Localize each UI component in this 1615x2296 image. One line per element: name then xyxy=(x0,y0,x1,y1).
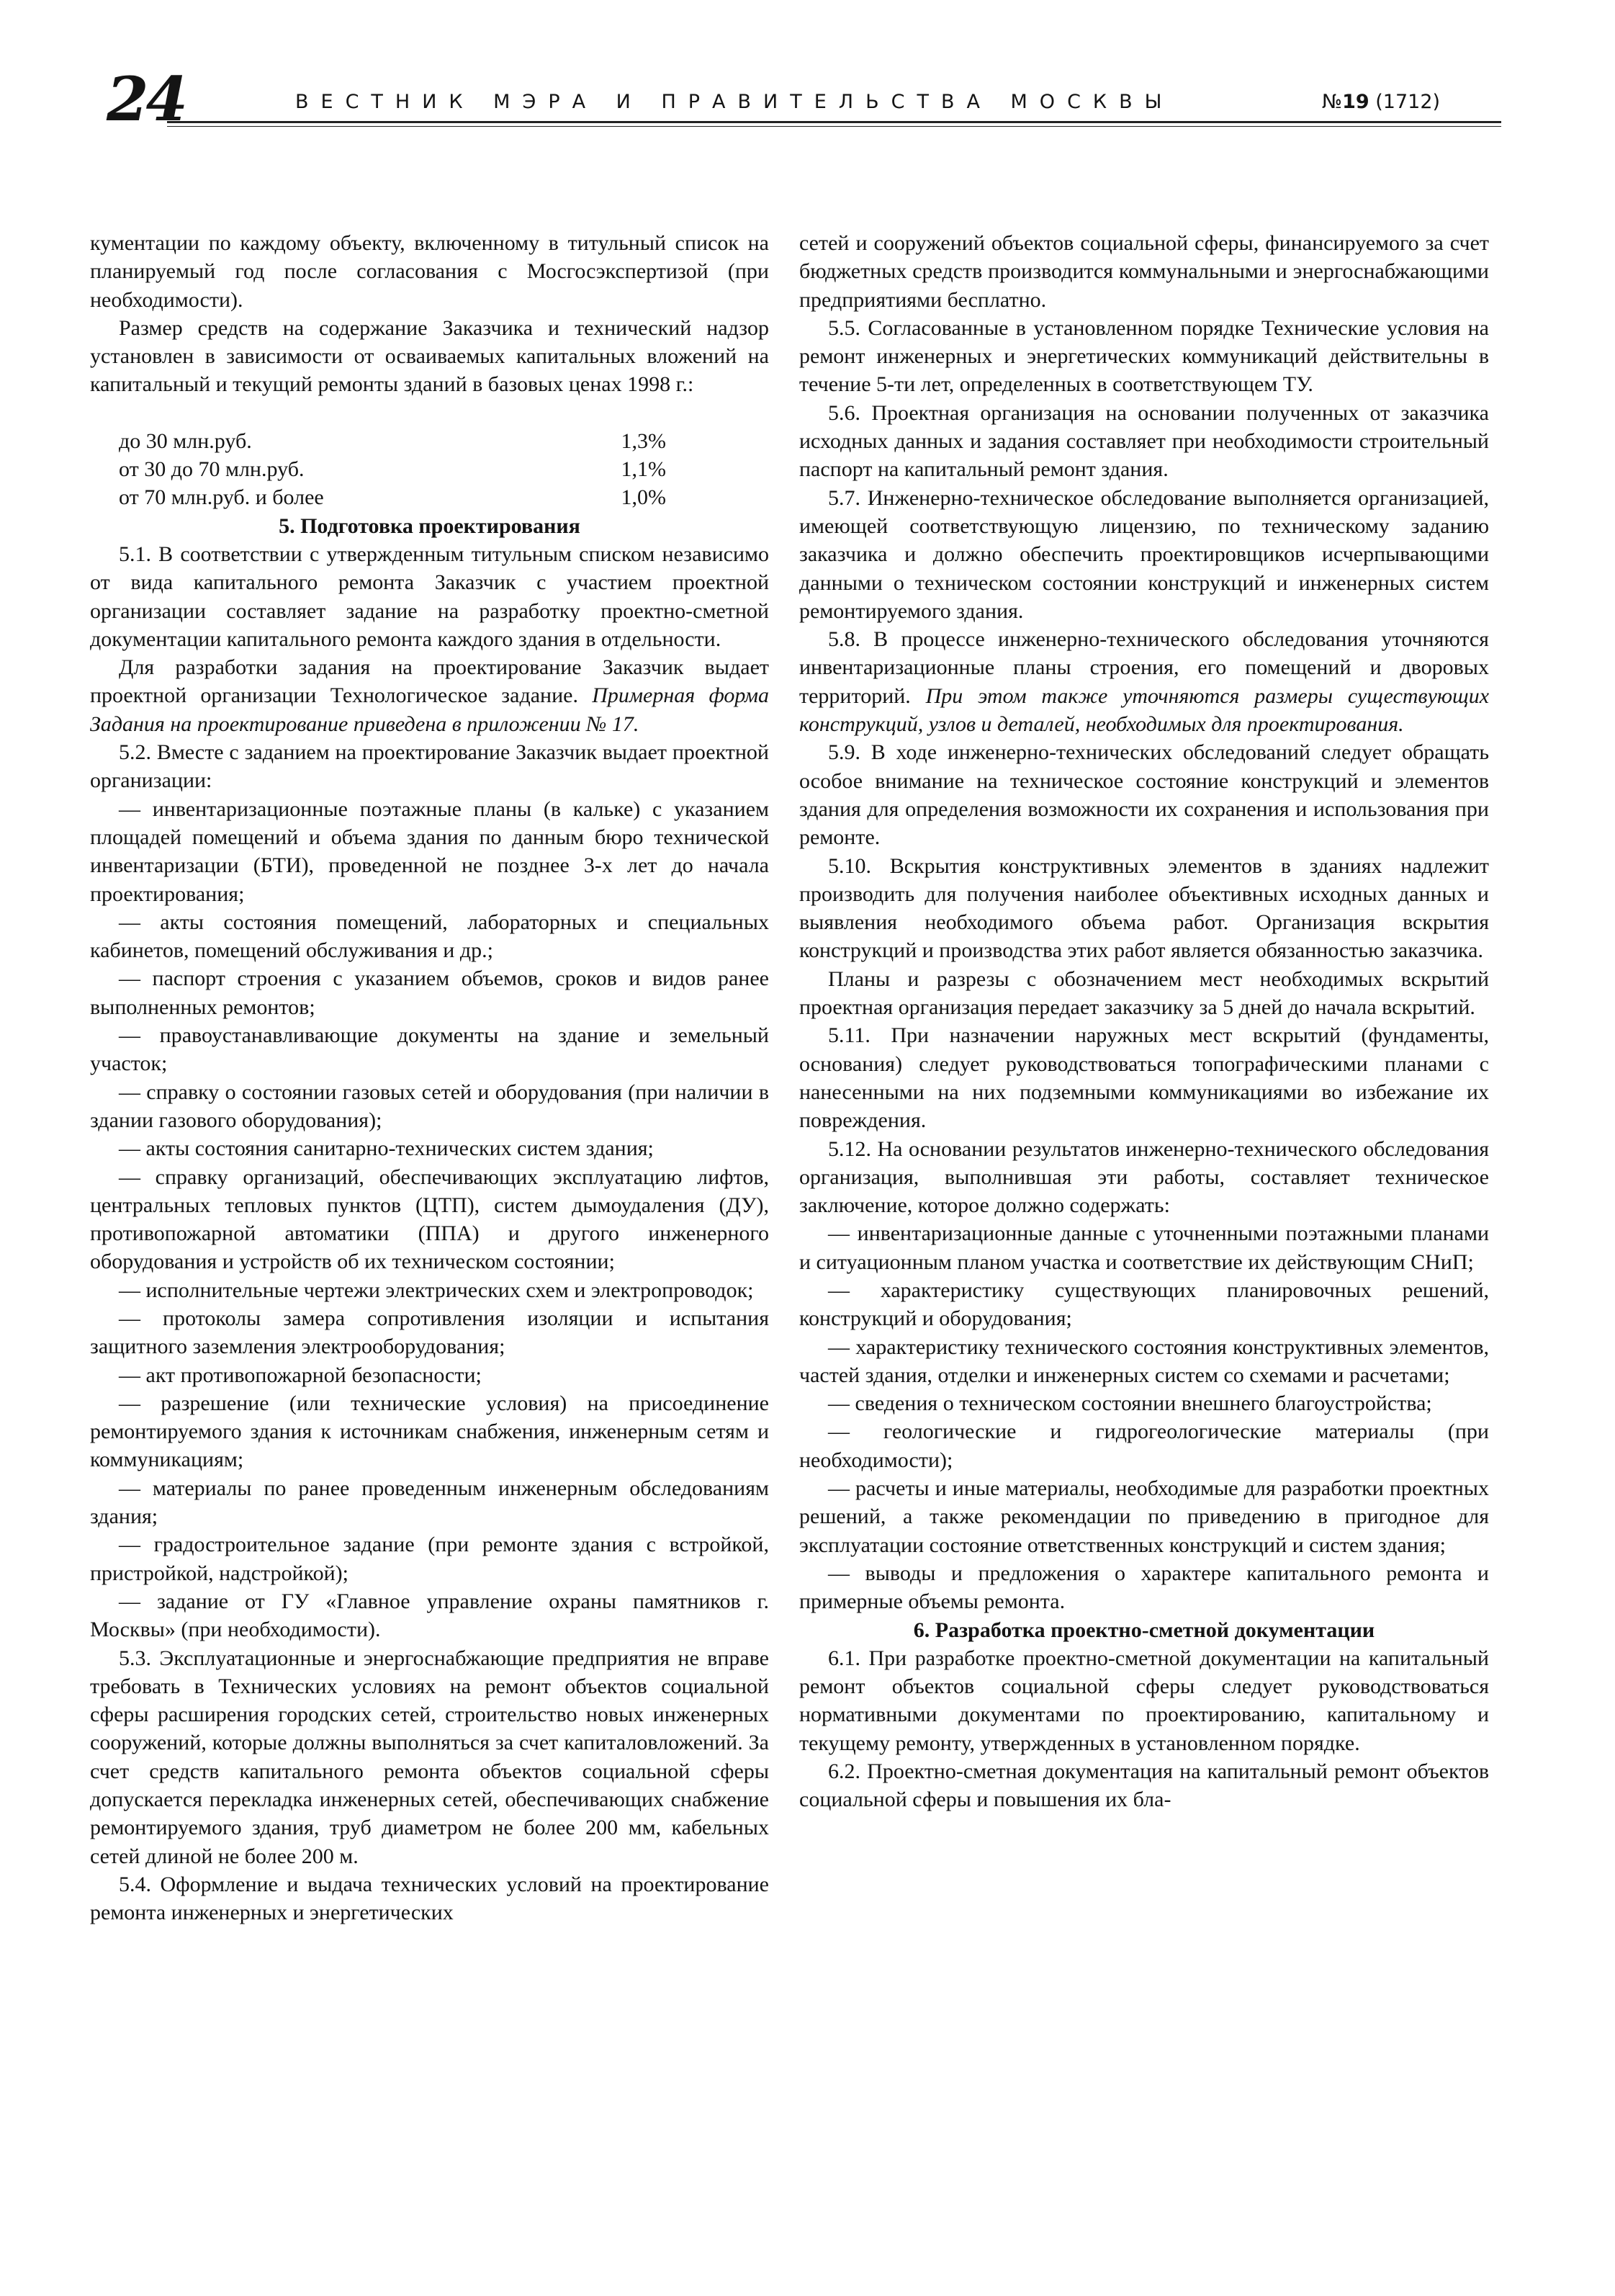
issue-total: (1712) xyxy=(1375,91,1441,113)
left-column xyxy=(90,229,769,1927)
list-item: — исполнительные чертежи электрических схем и электропроводок; xyxy=(119,1278,754,1302)
rate-label: от 30 до 70 млн.руб. xyxy=(119,457,305,482)
rate-row xyxy=(90,483,769,511)
paragraph: кументации по каждому объекту, включенному в титульный список на планируемый год после согласования с Мосгосэкспертизой (при необходимости). xyxy=(90,231,769,312)
paragraph: Планы и разрезы с обозначением мест необходимых вскрытий проектная организация передает заказчику за 5 дней до начала вскрытий. xyxy=(799,967,1489,1020)
paragraph: Размер средств на содержание Заказчика и технический надзор установлен в зависимости от осваиваемых капитальных вложений на капитальный и текущий ремонты зданий в базовых ценах 1998 г.: xyxy=(90,315,769,397)
paragraph: 6.1. При разработке проектно-сметной документации на капитальный ремонт объектов социальной сферы следует руководствоваться нормативными документами по проектированию, капитальному и текущему ремонту, утвержденных в установленном порядке. xyxy=(799,1646,1489,1755)
paragraph: 5.9. В ходе инженерно-технических обследований следует обращать особое внимание на техническое состояние конструкций и элементов здания для определения возможности их сохранения и использования при ремонте. xyxy=(799,740,1489,850)
paragraph: 5.12. На основании результатов инженерно-технического обследования организация, выполнившая эти работы, составляет техническое заключение, которое должно содержать: xyxy=(799,1136,1489,1218)
list-item: — акт противопожарной безопасности; xyxy=(119,1363,482,1387)
paragraph: 5.4. Оформление и выдача технических условий на проектирование ремонта инженерных и энергетических xyxy=(90,1872,769,1925)
list-item: — характеристику технического состояния конструктивных элементов, частей здания, отделки и инженерных систем со схемами и расчетами; xyxy=(799,1335,1489,1387)
list-item: — акты состояния санитарно-технических систем здания; xyxy=(119,1136,654,1161)
paragraph: 5.10. Вскрытия конструктивных элементов в зданиях надлежит производить для получения наиболее объективных исходных данных и выявления необходимого объема работ. Организация вскрытия конструкций и производства этих работ является обязанностью заказчика. xyxy=(799,853,1489,963)
list-item: — инвентаризационные поэтажные планы (в кальке) с указанием площадей помещений и объема здания по данным бюро технической инвентаризации (БТИ), проведенной не позднее 3-х лет до начала проектирования; xyxy=(90,797,769,906)
issue-number-value: 19 xyxy=(1342,91,1369,113)
section-heading: 5. Подготовка проектирования xyxy=(279,514,580,538)
rate-value: 1,0% xyxy=(621,485,666,510)
list-item: — акты состояния помещений, лабораторных и специальных кабинетов, помещений обслуживания и др.; xyxy=(90,910,769,963)
list-item: — задание от ГУ «Главное управление охраны памятников г. Москвы» (при необходимости). xyxy=(90,1589,769,1642)
list-item: — расчеты и иные материалы, необходимые для разработки проектных решений, а также рекомендации по приведению в пригодное для эксплуатации состояние ответственных конструкций и систем здания; xyxy=(799,1476,1489,1557)
rate-value: 1,3% xyxy=(621,429,666,453)
issue-prefix: № xyxy=(1322,91,1343,113)
paragraph: 5.5. Согласованные в установленном порядке Технические условия на ремонт инженерных и энергетических коммуникаций действительны в течение 5-ти лет, определенных в соответствующем ТУ. xyxy=(799,315,1489,397)
list-item: — характеристику существующих планировочных решений, конструкций и оборудования; xyxy=(799,1278,1489,1331)
rate-row xyxy=(90,427,769,455)
spacer xyxy=(90,399,769,427)
page-number: 24 xyxy=(107,63,185,135)
list-item: — паспорт строения с указанием объемов, сроков и видов ранее выполненных ремонтов; xyxy=(90,967,769,1019)
list-item: — материалы по ранее проведенным инженерным обследованиям здания; xyxy=(90,1476,769,1529)
paragraph: 5.1. В соответствии с утвержденным титульным списком независимо от вида капитального ремонта Заказчик с участием проектной организации составляет задание на разработку проектно-сметной документации капитального ремонта каждого здания в отдельности. xyxy=(90,542,769,651)
right-column xyxy=(799,229,1489,1814)
list-item: — выводы и предложения о характере капитального ремонта и примерные объемы ремонта. xyxy=(799,1561,1489,1614)
issue-number xyxy=(1322,91,1440,113)
list-item: — разрешение (или технические условия) на присоединение ремонтируемого здания к источникам снабжения, инженерным сетям и коммуникациям; xyxy=(90,1391,769,1472)
list-item: — инвентаризационные данные с уточненными поэтажными планами и ситуационным планом участка и соответствие их действующим СНиП; xyxy=(799,1221,1489,1274)
publication-title: ВЕСТНИК МЭРА И ПРАВИТЕЛЬСТВА МОСКВЫ xyxy=(295,91,1174,113)
italic-note: При этом также уточняются размеры существующих конструкций, узлов и деталей, необходимых для проектирования. xyxy=(799,683,1490,737)
rate-table xyxy=(90,427,769,512)
paragraph xyxy=(799,625,1489,738)
rate-value: 1,1% xyxy=(621,457,666,482)
paragraph xyxy=(90,653,769,738)
paragraph: 5.6. Проектная организация на основании полученных от заказчика исходных данных и задания составляет при необходимости строительный паспорт на капитальный ремонт здания. xyxy=(799,400,1489,482)
italic-note: Примерная форма Задания на проектирование приведена в приложении № 17. xyxy=(90,683,769,736)
paragraph: сетей и сооружений объектов социальной сферы, финансируемого за счет бюджетных средств производится коммунальными и энергоснабжающими предприятиями бесплатно. xyxy=(799,231,1489,312)
paragraph-text: Для разработки задания на проектирование Заказчик выдает проектной организации Технологическое задание. xyxy=(90,655,769,708)
paragraph-text: 5.8. В процессе инженерно-технического обследования уточняются инвентаризационные планы строения, его помещений и дворовых территорий. xyxy=(799,627,1489,708)
list-item: — справку о состоянии газовых сетей и оборудования (при наличии в здании газового оборудования); xyxy=(90,1080,769,1132)
paragraph: 6.2. Проектно-сметная документация на капитальный ремонт объектов социальной сферы и повышения их бла- xyxy=(799,1759,1489,1812)
list-item: — правоустанавливающие документы на здание и земельный участок; xyxy=(90,1023,769,1076)
rate-label: от 70 млн.руб. и более xyxy=(119,485,324,510)
paragraph: 5.2. Вместе с заданием на проектирование Заказчик выдает проектной организации: xyxy=(90,740,769,793)
section-heading: 6. Разработка проектно-сметной документации xyxy=(913,1618,1375,1642)
rate-row xyxy=(90,455,769,483)
header-rule xyxy=(167,121,1501,123)
list-item: — справку организаций, обеспечивающих эксплуатацию лифтов, центральных тепловых пунктов (ЦТП), систем дымоудаления (ДУ), противопожарной автоматики (ППА) и другого инженерного оборудования и устройств об их техническом состоянии; xyxy=(90,1165,769,1274)
paragraph: 5.11. При назначении наружных мест вскрытий (фундаменты, основания) следует руководствоваться топографическими планами с нанесенными на них подземными коммуникациями во избежание их повреждения. xyxy=(799,1023,1489,1133)
rate-label: до 30 млн.руб. xyxy=(119,429,252,453)
list-item: — протоколы замера сопротивления изоляции и испытания защитного заземления электрооборудования; xyxy=(90,1306,769,1359)
list-item: — градостроительное задание (при ремонте здания с встройкой, пристройкой, надстройкой); xyxy=(90,1533,769,1585)
list-item: — сведения о техническом состоянии внешнего благоустройства; xyxy=(828,1391,1432,1416)
list-item: — геологические и гидрогеологические материалы (при необходимости); xyxy=(799,1420,1489,1472)
paragraph: 5.7. Инженерно-техническое обследование выполняется организацией, имеющей соответствующую лицензию, по техническому заданию заказчика и должно обеспечить проектировщиков исчерпывающими данными о техническом состоянии конструкций и инженерных систем ремонтируемого здания. xyxy=(799,485,1489,623)
header-rule-thin xyxy=(167,126,1501,127)
paragraph: 5.3. Эксплуатационные и энергоснабжающие предприятия не вправе требовать в Технических условиях на ремонт объектов социальной сферы расширения городских сетей, строительство новых инженерных сооружений, которые должны выполняться за счет капиталовложений. За счет средств капитального ремонта объектов социальной сферы допускается перекладка инженерных сетей, обеспечивающих снабжение ремонтируемого здания, труб диаметром не более 200 мм, кабельных сетей длиной не более 200 м. xyxy=(90,1646,769,1868)
